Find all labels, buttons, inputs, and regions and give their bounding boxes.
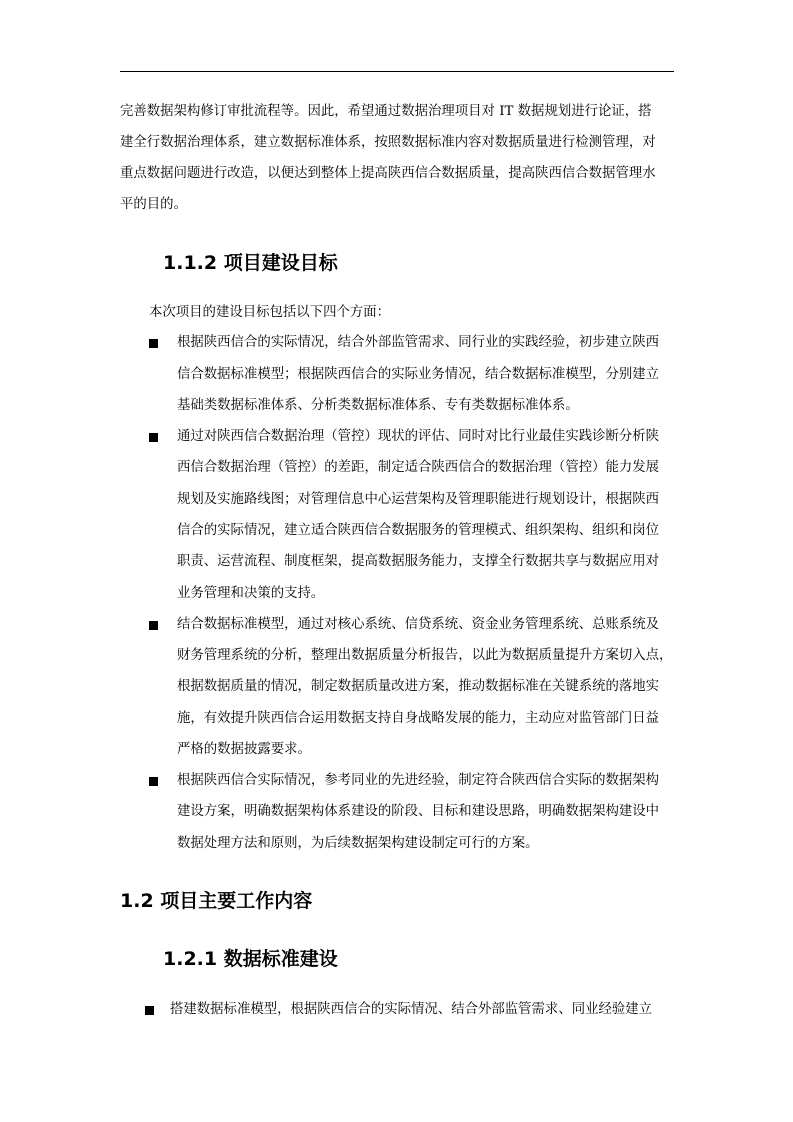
bullet-line: 西信合数据治理（管控）的差距，制定适合陕西信合的数据治理（管控）能力发展 <box>177 460 660 475</box>
bullet-line: 施，有效提升陕西信合运用数据支持自身战略发展的能力，主动应对监管部门日益 <box>177 711 660 726</box>
bullet-line: 严格的数据披露要求。 <box>177 742 311 757</box>
bullet-marker <box>149 621 158 630</box>
section-lead: 本次项目的建设目标包括以下四个方面： <box>149 305 391 320</box>
bullet-marker <box>149 777 158 786</box>
intro-line: 重点数据问题进行改造，以便达到整体上提高陕西信合数据质量，提高陕西信合数据管理水 <box>120 166 656 181</box>
bullet-line: 信合数据标准模型；根据陕西信合的实际业务情况，结合数据标准模型，分别建立 <box>177 367 660 382</box>
bullet-line: 建设方案，明确数据架构体系建设的阶段、目标和建设思路，明确数据架构建设中 <box>177 804 660 819</box>
bullet-marker <box>145 1006 154 1015</box>
bullet-line: 基础类数据标准体系、分析类数据标准体系、专有类数据标准体系。 <box>177 398 579 413</box>
intro-line: 建全行数据治理体系，建立数据标准体系，按照数据标准内容对数据质量进行检测管理，对 <box>120 135 656 150</box>
bullet-line: 通过对陕西信合数据治理（管控）现状的评估、同时对比行业最佳实践诊断分析陕 <box>177 429 660 444</box>
section-heading-1-1-2: 1.1.2 项目建设目标 <box>163 252 338 274</box>
bullet-line: 结合数据标准模型，通过对核心系统、信贷系统、资金业务管理系统、总账系统及 <box>177 617 660 632</box>
bullet-line: 根据数据质量的情况，制定数据质量改进方案，推动数据标准在关键系统的落地实 <box>177 679 660 694</box>
bullet-line: 信合的实际情况，建立适合陕西信合数据服务的管理模式、组织架构、组织和岗位 <box>177 523 660 538</box>
section-heading-1-2: 1.2 项目主要工作内容 <box>120 890 313 912</box>
section-heading-1-2-1: 1.2.1 数据标准建设 <box>163 948 338 970</box>
intro-line: 平的目的。 <box>120 197 187 212</box>
header-rule <box>120 71 674 72</box>
intro-line: 完善数据架构修订审批流程等。因此，希望通过数据治理项目对 IT 数据规划进行论证，搭 <box>120 104 652 119</box>
bullet-line: 职责、运营流程、制度框架，提高数据服务能力，支撑全行数据共享与数据应用对 <box>177 554 660 569</box>
bullet-line: 业务管理和决策的支持。 <box>177 586 325 601</box>
bullet-line: 数据处理方法和原则，为后续数据架构建设制定可行的方案。 <box>177 836 539 851</box>
bullet-line: 规划及实施路线图；对管理信息中心运营架构及管理职能进行规划设计，根据陕西 <box>177 492 660 507</box>
bullet-marker <box>149 433 158 442</box>
bullet-line: 根据陕西信合的实际情况，结合外部监管需求、同行业的实践经验，初步建立陕西 <box>177 335 660 350</box>
bullet-line: 搭建数据标准模型，根据陕西信合的实际情况、结合外部监管需求、同业经验建立 <box>170 1002 653 1017</box>
bullet-line: 根据陕西信合实际情况，参考同业的先进经验，制定符合陕西信合实际的数据架构 <box>177 773 660 788</box>
bullet-line: 财务管理系统的分析，整理出数据质量分析报告，以此为数据质量提升方案切入点， <box>177 648 673 663</box>
bullet-marker <box>149 339 158 348</box>
